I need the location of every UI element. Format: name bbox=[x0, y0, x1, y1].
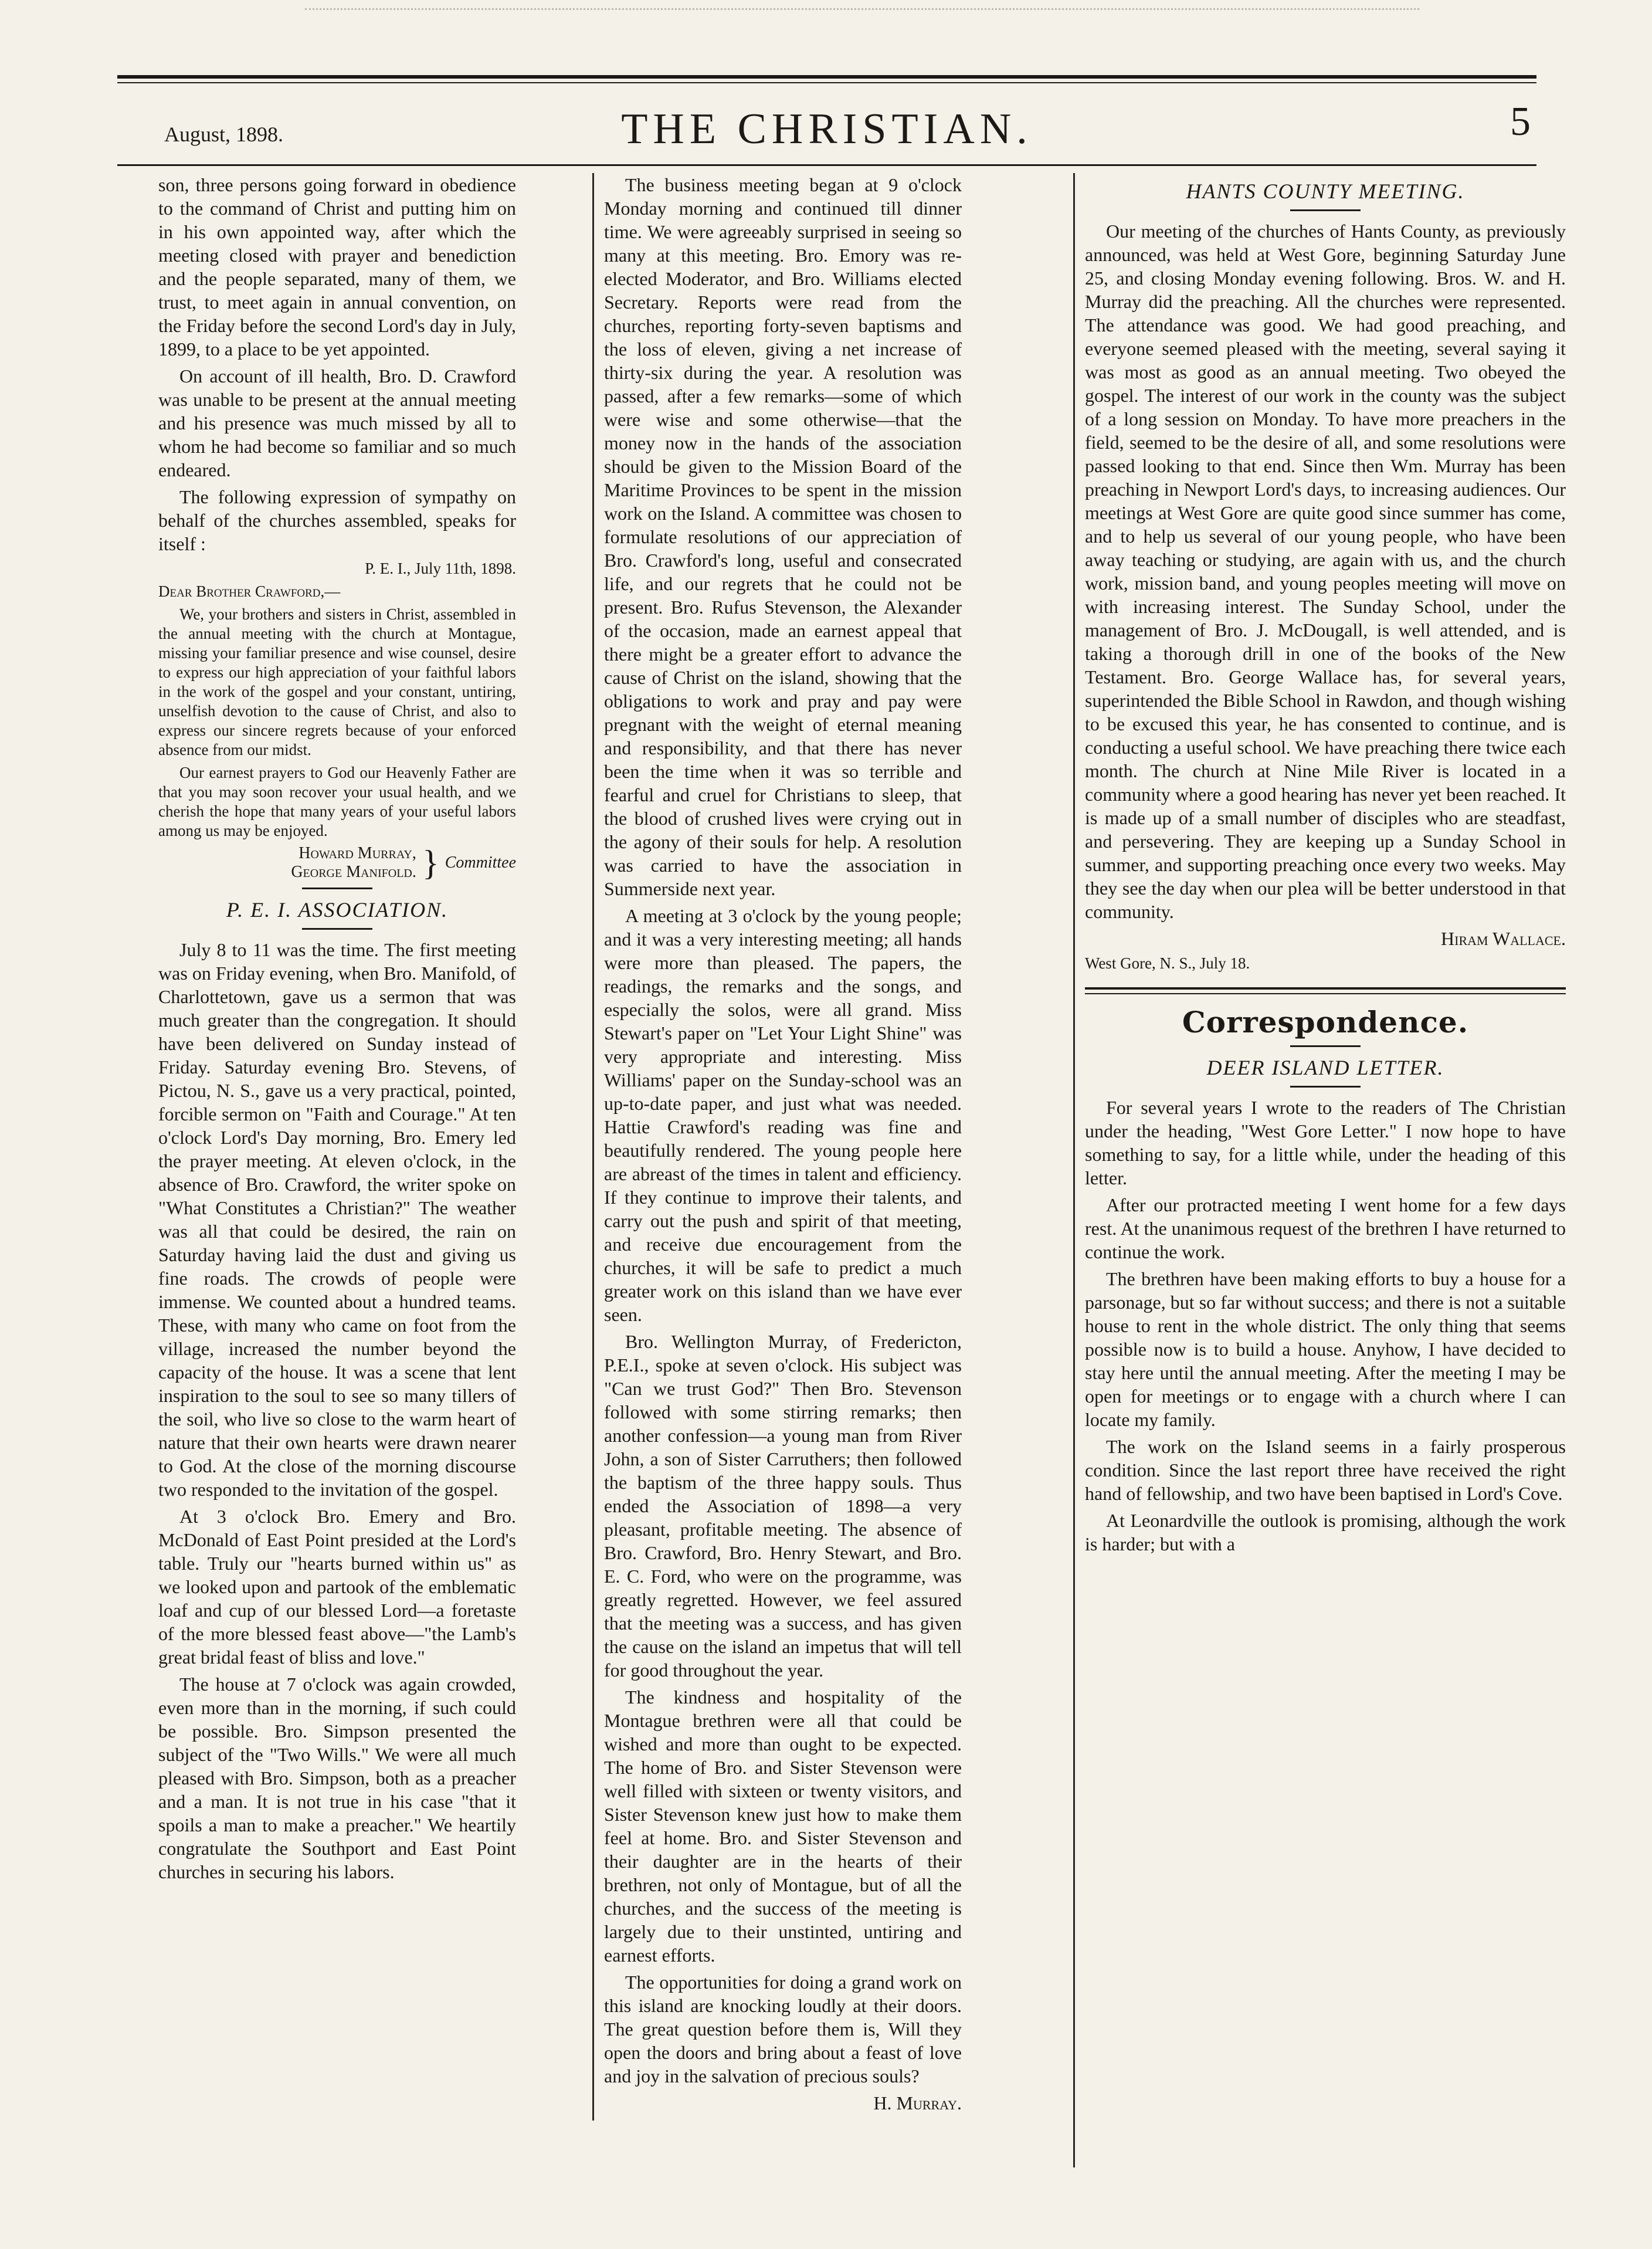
signatory: George Manifold. bbox=[291, 863, 416, 881]
separator bbox=[1290, 1086, 1361, 1088]
top-rule bbox=[117, 75, 1536, 79]
letter-paragraph: We, your brothers and sisters in Christ, assembled in the annual meeting with the church at Montague, missing your familiar presence and wise counsel, desire to express our high appreciation of your faithful labors in the work of the gospel and your constant, untiring, unselfish devotion to the cause of Christ, and also to express our sincere regrets because of your enforced absence from our midst. bbox=[158, 605, 516, 758]
paragraph: The opportunities for doing a grand work on this island are knocking loudly at their doors. The great question before them is, Will they open the doors and bring about a feast of love and joy in the salvation of precious souls? bbox=[604, 1972, 962, 2087]
paragraph: The following expression of sympathy on behalf of the churches assembled, speaks for itself : bbox=[158, 486, 516, 554]
paragraph: The house at 7 o'clock was again crowded, even more than in the morning, if such could be possible. Bro. Simpson presented the subject of the "Two Wills." We were all much pleased with Bro. Simpson, both as a preacher and a man. It is not true in his case "that it spoils a man to make a preacher." We heartily congratulate the Southport and East Point churches in securing his labors. bbox=[158, 1674, 516, 1882]
paragraph: At Leonardville the outlook is promising, although the work is harder; but with a bbox=[1085, 1510, 1566, 1554]
committee-signature bbox=[158, 844, 516, 882]
paragraph: The kindness and hospitality of the Montague brethren were all that could be wished and more than ought to be expected. The home of Bro. and Sister Stevenson were well filled with sixteen or twenty visitors, and Sister Stevenson knew just how to make them feel at home. Bro. and Sister Stevenson and their daughter are in the hearts of their brethren, not only of Montague, but of all the churches, and the success of the meeting is largely due to their unstinted, untiring and earnest efforts. bbox=[604, 1686, 962, 1966]
author-signature: H. Murray. bbox=[873, 2092, 962, 2113]
paragraph: A meeting at 3 o'clock by the young people; and it was a very interesting meeting; all hands were more than pleased. The papers, the readings, the remarks and the songs, and especially the solos, were all grand. Miss Stewart's paper on "Let Your Light Shine" was very appropriate and interesting. Miss Williams' paper on the Sunday-school was an up-to-date paper, and just what was needed. Hattie Crawford's reading was fine and beautifully rendered. The young people here are abreast of the times in talent and efficiency. If they continue to improve their talents, and carry out the push and spirit of that meeting, and receive due encouragement from the churches, it will be safe to predict a much greater work on this island than we have ever seen. bbox=[604, 905, 962, 1325]
scan-noise bbox=[305, 8, 1419, 16]
top-rule-thin bbox=[117, 82, 1536, 83]
paragraph: At 3 o'clock Bro. Emery and Bro. McDonald of East Point presided at the Lord's table. Truly our "hearts burned within us" as we looked upon and partook of the emblematic loaf and cup of our blessed Lord—a foretaste of the more blessed feast above—"the Lamb's great bridal feast of bliss and love." bbox=[158, 1506, 516, 1668]
letter-dateline: West Gore, N. S., July 18. bbox=[1085, 954, 1250, 972]
paragraph: On account of ill health, Bro. D. Crawford was unable to be present at the annual meeting and his presence was much missed by all to whom he had become so familiar and so much endeared. bbox=[158, 365, 516, 480]
column-1 bbox=[158, 173, 516, 1887]
author-signature: Hiram Wallace. bbox=[1441, 928, 1566, 949]
signatory: Howard Murray, bbox=[298, 844, 416, 862]
issue-date: August, 1898. bbox=[164, 123, 284, 146]
section-rule bbox=[1085, 987, 1566, 994]
column-divider-1 bbox=[592, 173, 594, 2121]
newspaper-title: THE CHRISTIAN. bbox=[621, 105, 1033, 153]
column-2 bbox=[604, 173, 962, 2118]
column-divider-2 bbox=[1073, 173, 1075, 2167]
letter-paragraph: Our earnest prayers to God our Heavenly Father are that you may soon recover your usual health, and we cherish the hope that many years of your useful labors among us may be enjoyed. bbox=[158, 764, 516, 839]
paragraph: The brethren have been making efforts to buy a house for a parsonage, but so far without success; and there is not a suitable house to rent in the whole district. The only thing that seems possible now is to build a house. Anyhow, I have decided to stay here until the annual meeting. After the meeting I may be open for meetings or to engage with a church where I can locate my family. bbox=[1085, 1268, 1566, 1430]
paragraph: Bro. Wellington Murray, of Fredericton, P.E.I., spoke at seven o'clock. His subject was "Can we trust God?" Then Bro. Stevenson followed with some stirring remarks; then another confession—a young man from River John, a son of Sister Carruthers; then followed the baptism of the three happy souls. Thus ended the Association of 1898—a very pleasant, profitable meeting. The absence of Bro. Crawford, Bro. Henry Stewart, and Bro. E. C. Ford, who were on the programme, was greatly regretted. However, we feel assured that the meeting was a success, and has given the cause on the island an impetus that will tell for good throughout the year. bbox=[604, 1331, 962, 1681]
paragraph: son, three persons going forward in obedience to the command of Christ and putting him on in his own appointed way, after which the meeting closed with prayer and benediction and the people separated, many of them, we trust, to meet again in annual convention, on the Friday before the second Lord's day in July, 1899, to a place to be yet appointed. bbox=[158, 174, 516, 360]
separator bbox=[1290, 1045, 1361, 1047]
section-title: Correspondence. bbox=[1182, 1005, 1469, 1039]
separator bbox=[302, 928, 372, 930]
separator bbox=[302, 888, 372, 889]
letter-salutation: Dear Brother Crawford,— bbox=[158, 582, 341, 600]
paragraph: For several years I wrote to the readers of The Christian under the heading, "West Gore Letter." I now hope to have something to say, for a little while, under the heading of this letter. bbox=[1085, 1097, 1566, 1188]
paragraph: After our protracted meeting I went home for a few days rest. At the unanimous request of the brethren I have returned to continue the work. bbox=[1085, 1194, 1566, 1262]
committee-label: Committee bbox=[445, 853, 516, 872]
article-heading: P. E. I. ASSOCIATION. bbox=[226, 898, 449, 922]
paragraph: Our meeting of the churches of Hants County, as previously announced, was held at West Gore, beginning Saturday June 25, and closing Monday evening following. Bros. W. and H. Murray did the preaching. All the churches were represented. The attendance was good. We had good preaching, and everyone seemed pleased with the meeting, several saying it was most as good as an annual meeting. Two obeyed the gospel. The interest of our work in the county was the subject of a long session on Monday. To have more preachers in the field, seemed to be the desire of all, and some resolutions were passed looking to that end. Since then Wm. Murray has been preaching in Newport Lord's days, to increasing audiences. Our meetings at West Gore are quite good since summer has come, and to help us several of our young people, who have been away teaching or studying, are again with us, and the church work, mission band, and young peoples meeting will move on with increasing interest. The Sunday School, under the management of Bro. J. McDougall, is well attended, and is taking a thorough drill in one of the books of the New Testament. Bro. George Wallace has, for several years, superintended the Bible School in Rawdon, and though wishing to be excused this year, he has consented to continue, and is conducting a useful school. We have preaching there twice each month. The church at Nine Mile River is located in a community where a good hearing has never yet been reached. It is made up of a small number of disciples who are steadfast, and persevering. They are keeping up a Sunday School in summer, and supporting preaching once every two weeks. May they see the day when our plea will be better understood in that community. bbox=[1085, 221, 1566, 922]
paragraph: The business meeting began at 9 o'clock Monday morning and continued till dinner time. We were agreeably surprised in seeing so many at this meeting. Bro. Emory was re-elected Moderator, and Bro. Williams elected Secretary. Reports were read from the churches, reporting forty-seven baptisms and the loss of eleven, giving a net increase of thirty-six during the year. A resolution was passed, after a few remarks—some of which were wise and some otherwise—that the money now in the hands of the association should be given to the Mission Board of the Maritime Provinces to be spent in the mission work on the Island. A committee was chosen to formulate resolutions of our appreciation of Bro. Crawford's long, useful and consecrated life, and our regrets that he could not be present. Bro. Rufus Stevenson, the Alexander of the occasion, made an earnest appeal that there might be a greater effort to advance the cause of Christ on the island, showing that the obligations to work and pray and pay were pregnant with the weight of eternal meaning and responsibility, and that there has never been the time when it was so terrible and fearful and cruel for Christians to sleep, that the blood of crushed lives were crying out in the agony of their souls for help. A resolution was carried to have the association in Summerside next year. bbox=[604, 174, 962, 899]
letter-dateline: P. E. I., July 11th, 1898. bbox=[365, 560, 516, 577]
paragraph: July 8 to 11 was the time. The first meeting was on Friday evening, when Bro. Manifold, of Charlottetown, gave us a sermon that was much greater than the congregation. It should have been delivered on Sunday instead of Friday. Saturday evening Bro. Stevens, of Pictou, N. S., gave us a very practical, pointed, forcible sermon on "Faith and Courage." At ten o'clock Lord's Day morning, Bro. Emery led the prayer meeting. At eleven o'clock, in the absence of Bro. Crawford, the writer spoke on "What Constitutes a Christian?" The weather was all that could be desired, the rain on Saturday having laid the dust and giving us fine roads. The crowds of people were immense. We counted about a hundred teams. These, with many who came on foot from the village, increased the number beyond the capacity of the house. It was a scene that lent inspiration to the soul to see so many tillers of the soil, who live so close to the warm heart of nature that their own hearts were drawn nearer to God. At the close of the morning discourse two responded to the invitation of the gospel. bbox=[158, 939, 516, 1500]
article-heading: DEER ISLAND LETTER. bbox=[1206, 1056, 1444, 1079]
separator bbox=[1290, 209, 1361, 211]
paragraph: The work on the Island seems in a fairly prosperous condition. Since the last report three have received the right hand of fellowship, and two have been baptised in Lord's Cove. bbox=[1085, 1436, 1566, 1504]
page-number: 5 bbox=[1510, 99, 1531, 144]
column-3 bbox=[1085, 173, 1566, 1559]
article-heading: HANTS COUNTY MEETING. bbox=[1186, 179, 1465, 203]
header-rule bbox=[117, 164, 1536, 166]
brace: } bbox=[422, 844, 439, 882]
masthead bbox=[117, 99, 1536, 157]
